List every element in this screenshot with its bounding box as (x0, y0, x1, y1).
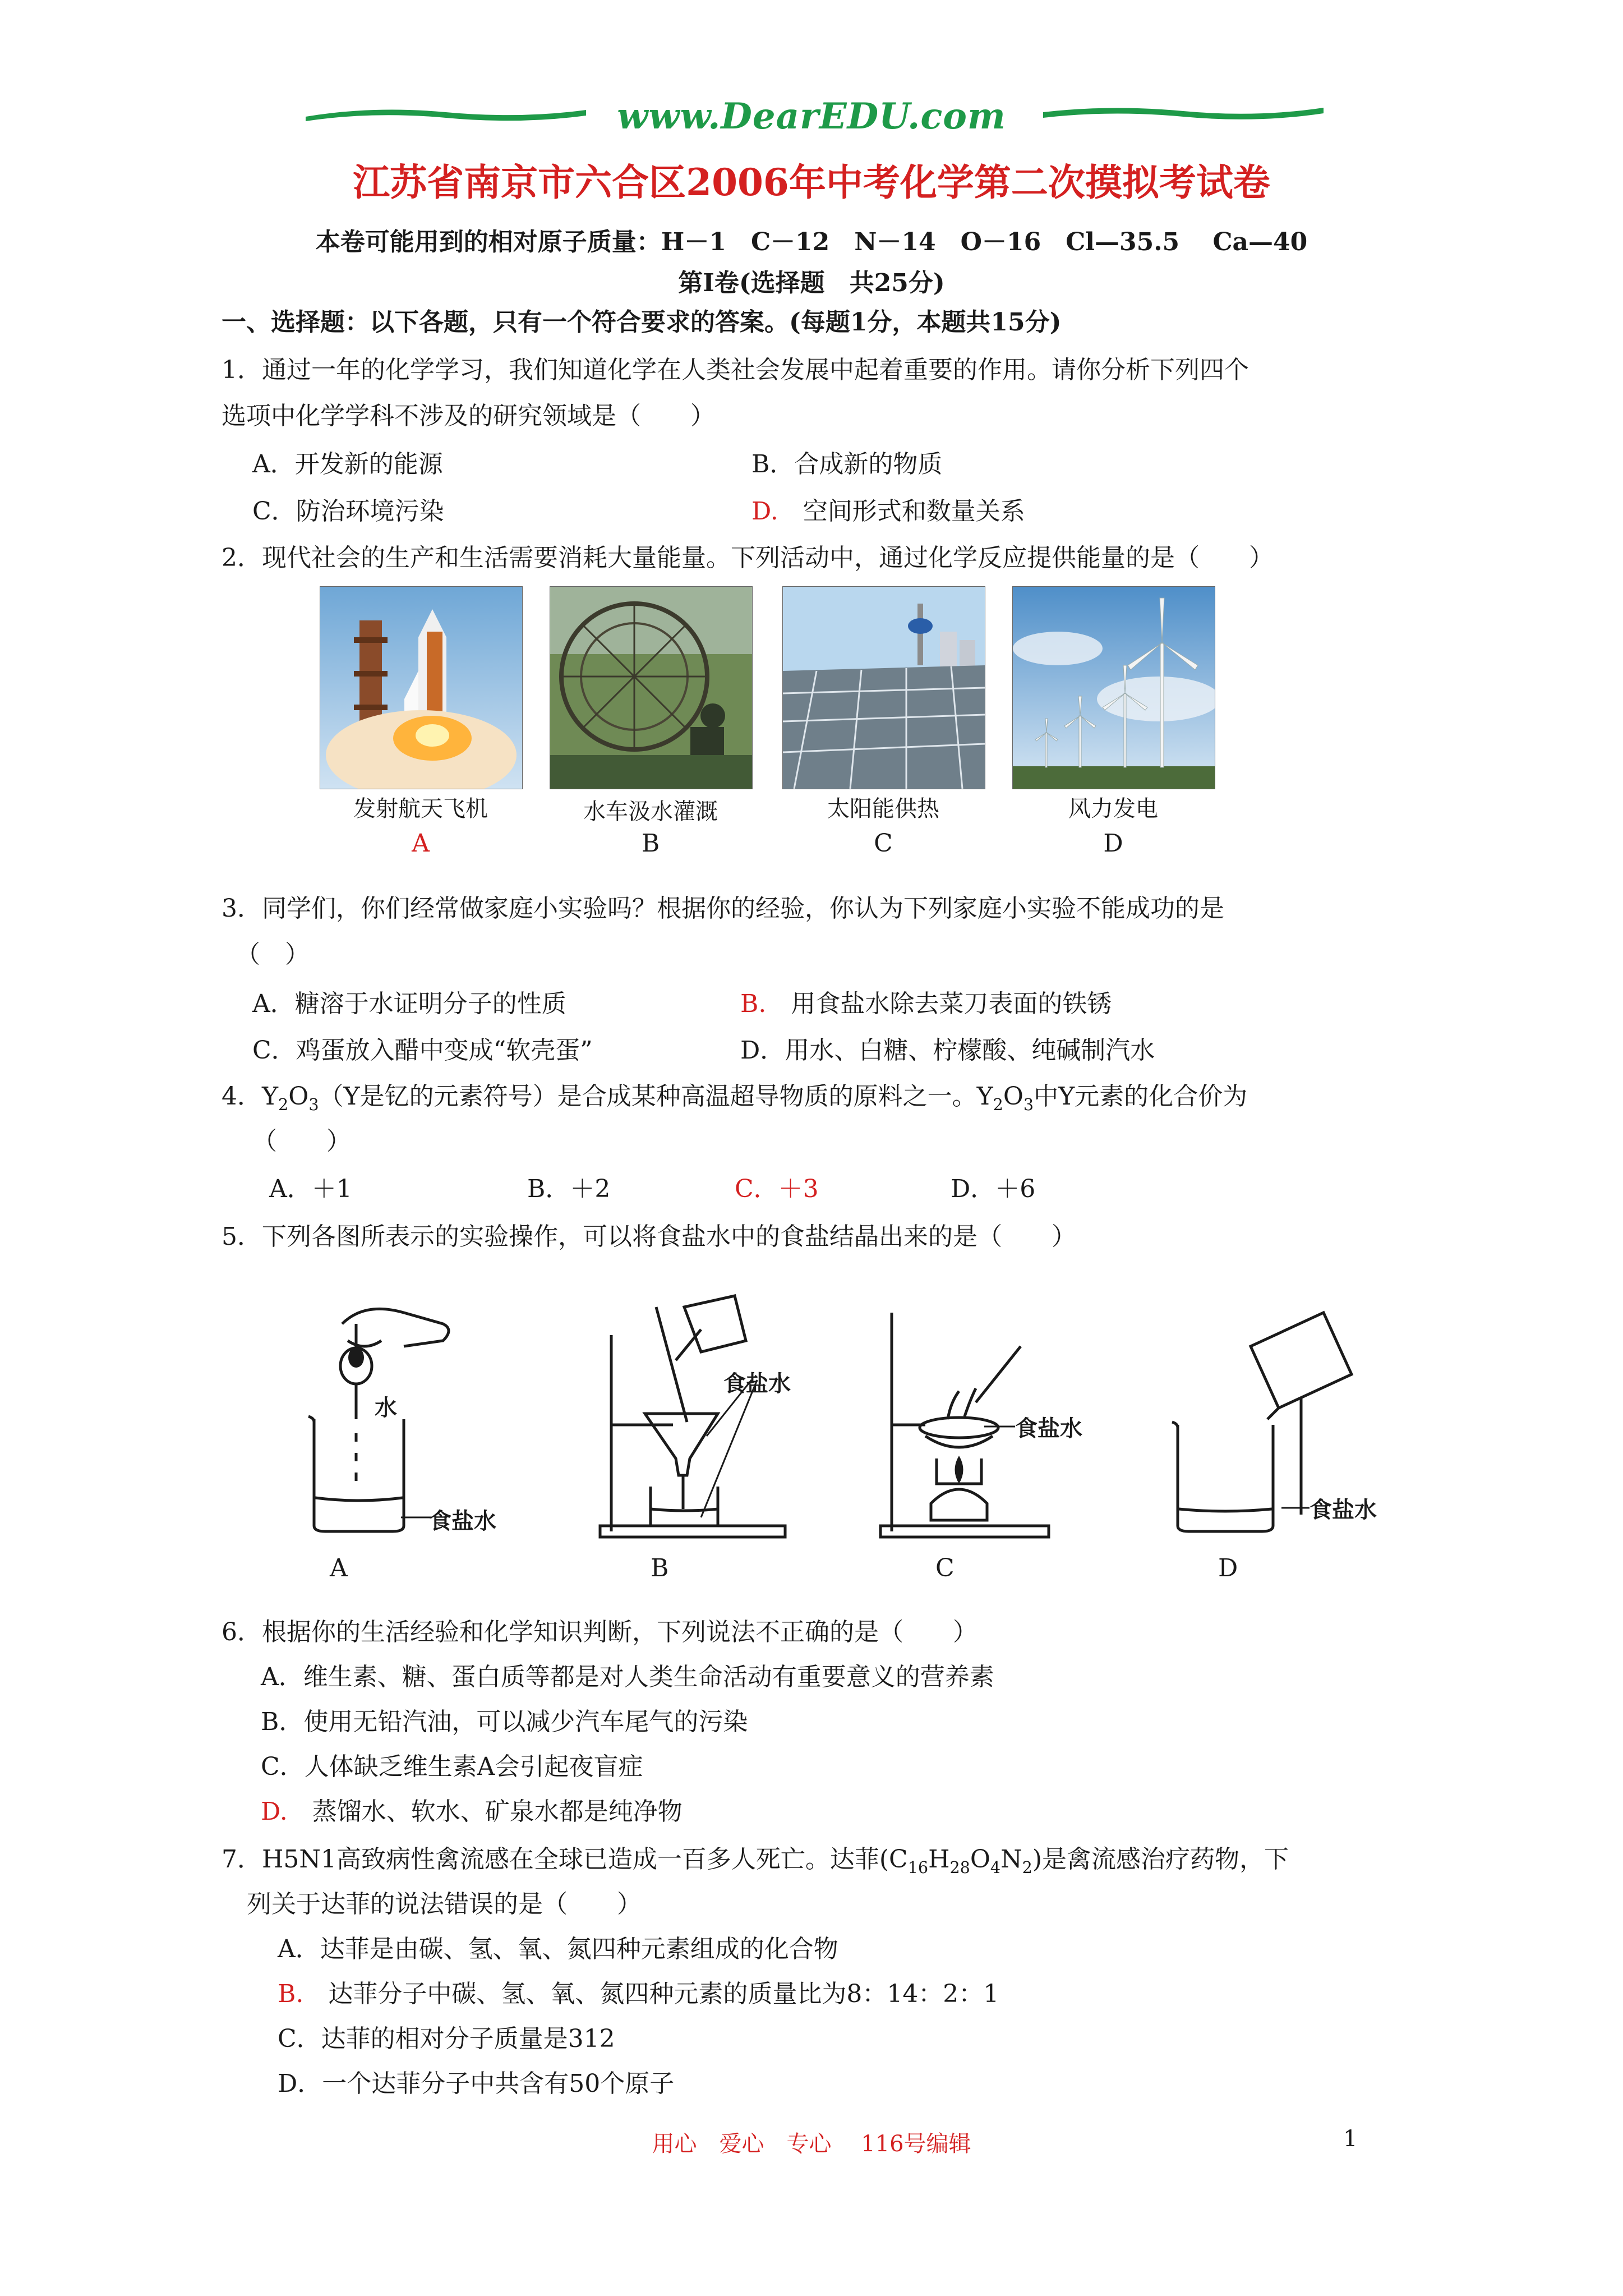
q6-option-a: A．维生素、糖、蛋白质等都是对人类生命活动有重要意义的营养素 (261, 1663, 994, 1691)
q7-option-a: A．达菲是由碳、氢、氧、氮四种元素组成的化合物 (278, 1935, 838, 1963)
q1-option-c: C．防治环境污染 (252, 497, 444, 526)
q7-option-d: D．一个达菲分子中共含有50个原子 (278, 2069, 675, 2098)
q5-letter-b: B (651, 1554, 669, 1582)
q1-option-b: B．合成新的物质 (751, 450, 943, 478)
q1-stem-line1: 1．通过一年的化学学习，我们知道化学在人类社会发展中起着重要的作用。请你分析下列四个 (222, 356, 1249, 384)
q4-stem-line1: 4．$Y_2O_3(Y$是钇的元素符号）是合成某种高温超导物质的原料之一。$Y_2O_3$中Y元素的化合价为 (222, 1082, 1248, 1114)
photo-water-wheel (550, 586, 753, 789)
q4-option-c: C．＋3 (735, 1175, 819, 1203)
q4-option-d: D．＋6 (951, 1175, 1036, 1203)
q6-option-b: B．使用无铅汽油，可以减少汽车尾气的污染 (261, 1708, 748, 1736)
q5-letter-c: C (935, 1554, 955, 1582)
q2-caption-b: 水车汲水灌溉 (583, 799, 718, 825)
q4-option-b: B．＋2 (527, 1175, 611, 1203)
q3-stem-line2: （ ） (236, 940, 310, 969)
q5-b-label-brine: 食盐水 (723, 1370, 791, 1397)
q2-letter-b: B (641, 829, 660, 858)
q5-stem: 5．下列各图所表示的实验操作，可以将食盐水中的食盐结晶出来的是（ ） (222, 1222, 1076, 1251)
q7-option-c: C．达菲的相对分子质量是312 (278, 2024, 615, 2053)
q7-option-b: B. 达菲分子中碳、氢、氧、氮四种元素的质量比为8：14：2：1 (278, 1980, 999, 2008)
site-logo: www.DearEDU.com (617, 95, 1006, 137)
q3-option-d: D．用水、白糖、柠檬酸、纯碱制汽水 (740, 1036, 1155, 1065)
q2-caption-a: 发射航天飞机 (353, 796, 488, 822)
q5-a-label-brine: 食盐水 (429, 1508, 496, 1534)
q2-stem: 2．现代社会的生产和生活需要消耗大量能量。下列活动中，通过化学反应提供能量的是（ ） (222, 544, 1274, 572)
q4-stem-line2: （ ） (252, 1127, 351, 1156)
q2-caption-d: 风力发电 (1068, 796, 1158, 822)
exam-title: 江苏省南京市六合区2006年中考化学第二次摸拟考试卷 (353, 160, 1270, 204)
q6-stem: 6．根据你的生活经验和化学知识判断，下列说法不正确的是（ ） (222, 1618, 978, 1646)
q2-letter-a: A (412, 829, 430, 858)
part-title: 第Ⅰ卷(选择题 共25分) (678, 269, 945, 297)
q5-letter-d: D (1218, 1554, 1238, 1582)
q2-letter-d: D (1103, 829, 1123, 858)
q5-c-pointer (984, 1425, 1018, 1430)
q3-option-c: C．鸡蛋放入醋中变成“软壳蛋” (252, 1036, 593, 1065)
q5-c-label-brine: 食盐水 (1015, 1415, 1082, 1442)
q2-caption-c: 太阳能供热 (827, 796, 939, 822)
q5-a-label-water: 水 (375, 1395, 397, 1421)
q1-option-a: A．开发新的能源 (252, 450, 443, 478)
q3-option-a: A．糖溶于水证明分子的性质 (252, 990, 566, 1018)
q1-option-d: D. 空间形式和数量关系 (751, 497, 1025, 526)
photo-shuttle-launch (320, 586, 523, 789)
q3-stem-line1: 3．同学们，你们经常做家庭小实验吗？根据你的经验，你认为下列家庭小实验不能成功的是 (222, 894, 1224, 923)
page-number: 1 (1343, 2126, 1358, 2152)
section-title: 一、选择题：以下各题，只有一个符合要求的答案。(每题1分，本题共15分) (222, 308, 1062, 337)
footer-note: 用心 爱心 专心 116号编辑 (652, 2131, 971, 2157)
photo-wind-turbines (1012, 586, 1215, 789)
q5-letter-a: A (330, 1554, 348, 1582)
q3-option-b: B. 用食盐水除去菜刀表面的铁锈 (740, 990, 1112, 1018)
q7-stem-line2: 列关于达菲的说法错误的是（ ） (247, 1890, 642, 1918)
q6-option-d: D. 蒸馏水、软水、矿泉水都是纯净物 (261, 1797, 683, 1826)
q5-d-pointer (1281, 1506, 1315, 1512)
q4-option-a: A．＋1 (269, 1175, 352, 1203)
q5-d-label-brine: 食盐水 (1310, 1497, 1377, 1523)
q7-stem-line1: 7．H5N1高致病性禽流感在全球已造成一百多人死亡。达菲$(C_{16}H_{28}O_4N_2)$是禽流感治疗药物，下 (222, 1845, 1289, 1877)
q1-stem-line2: 选项中化学学科不涉及的研究领域是（ ） (222, 402, 715, 430)
atomic-masses: 本卷可能用到的相对原子质量：H－1 C－12 N－14 O－16 Cl—35.5 Ca—40 (315, 228, 1308, 256)
q5-diagram-filtration (589, 1290, 824, 1548)
q2-letter-c: C (874, 829, 893, 858)
photo-solar-heating (782, 586, 985, 789)
q6-option-c: C．人体缺乏维生素A会引起夜盲症 (261, 1752, 643, 1781)
